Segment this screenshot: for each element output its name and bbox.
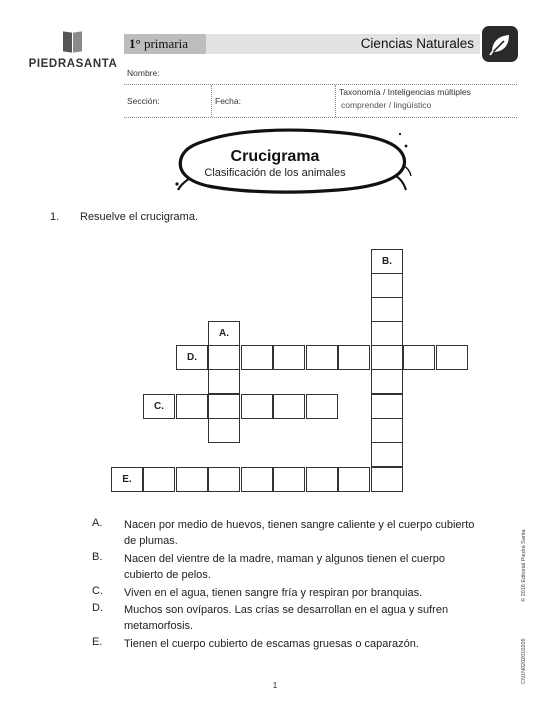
crossword-cell[interactable]: [371, 467, 403, 492]
date-label: Fecha:: [215, 96, 241, 106]
header-divider: [124, 117, 517, 118]
crossword-cell[interactable]: [273, 394, 305, 419]
clue-letter: B.: [92, 551, 103, 563]
skills-label: comprender / lingüístico: [341, 100, 432, 110]
logo: [28, 30, 118, 70]
section-label: Sección:: [127, 96, 160, 106]
leaf-icon: [482, 26, 518, 62]
book-icon: [62, 30, 84, 54]
topic-label: Taxonomía / Inteligencias múltiples: [339, 87, 471, 97]
clue-text: Nacen por medio de huevos, tienen sangre caliente y el cuerpo cubierto de plumas.: [124, 519, 475, 547]
crossword-cell[interactable]: [338, 345, 370, 370]
crossword-cell[interactable]: [143, 467, 175, 492]
name-label: Nombre:: [127, 68, 160, 78]
clue-text: Nacen del vientre de la madre, maman y algunos tienen el cuerpo cubierto de pelos.: [124, 553, 446, 581]
grade-box: [124, 34, 206, 54]
crossword-cell[interactable]: [306, 394, 338, 419]
clue-text: Muchos son ovíparos. Las crías se desarrollan en el agua y sufren metamorfosis.: [124, 604, 449, 632]
clue-letter: C.: [92, 585, 103, 597]
crossword-cell[interactable]: [306, 345, 338, 370]
header-bar: [124, 34, 480, 54]
subject: Ciencias Naturales: [360, 36, 474, 51]
crossword-cell[interactable]: [208, 418, 240, 443]
page-subtitle: Clasificación de los animales: [204, 167, 346, 179]
crossword-label-d: D.: [176, 345, 208, 370]
header-divider: [211, 85, 212, 117]
page-number: 1: [272, 681, 278, 690]
crossword-cell[interactable]: [338, 467, 370, 492]
crossword-cell[interactable]: [273, 345, 305, 370]
clue-text: Viven en el agua, tienen sangre fría y respiran por branquias.: [124, 587, 423, 599]
crossword-cell[interactable]: [371, 418, 403, 443]
crossword-cell[interactable]: [273, 467, 305, 492]
header-divider: [124, 84, 517, 85]
crossword-cell[interactable]: [208, 345, 240, 370]
instruction-number: 1.: [50, 211, 60, 223]
crossword-cell[interactable]: [371, 369, 403, 394]
grade-word: primaria: [143, 36, 188, 51]
crossword-cell[interactable]: [371, 297, 403, 322]
clue-letter: A.: [92, 517, 103, 529]
clue-letter: D.: [92, 602, 103, 614]
crossword-cell[interactable]: [208, 369, 240, 394]
crossword-cell[interactable]: [241, 394, 273, 419]
instruction-text: Resuelve el crucigrama.: [80, 211, 198, 223]
crossword-cell[interactable]: [436, 345, 468, 370]
page-title: Crucigrama: [230, 148, 320, 165]
crossword-cell[interactable]: [403, 345, 435, 370]
grade-number: 1°: [129, 36, 141, 51]
crossword-cell[interactable]: [208, 394, 240, 419]
crossword-cell[interactable]: [208, 467, 240, 492]
crossword-cell[interactable]: [176, 467, 208, 492]
crossword-label-c: C.: [143, 394, 175, 419]
header-divider: [335, 85, 336, 117]
crossword-cell[interactable]: [371, 321, 403, 346]
copyright-note: © 2016 Editorial Piedra Santa: [521, 529, 527, 602]
crossword-cell[interactable]: [241, 345, 273, 370]
document-code: CN1N0202010205: [521, 638, 527, 684]
crossword-label-e: E.: [111, 467, 143, 492]
crossword-label-b: B.: [371, 249, 403, 274]
crossword-cell[interactable]: [371, 273, 403, 298]
clue-text: Tienen el cuerpo cubierto de escamas gruesas o caparazón.: [124, 638, 419, 650]
logo-text: PIEDRASANTA: [28, 58, 118, 70]
crossword-cell[interactable]: [371, 345, 403, 370]
crossword-cell[interactable]: [371, 442, 403, 467]
crossword-label-a: A.: [208, 321, 240, 346]
clue-letter: E.: [92, 636, 103, 648]
crossword-cell[interactable]: [371, 394, 403, 419]
crossword-cell[interactable]: [241, 467, 273, 492]
crossword-cell[interactable]: [176, 394, 208, 419]
crossword-cell[interactable]: [306, 467, 338, 492]
